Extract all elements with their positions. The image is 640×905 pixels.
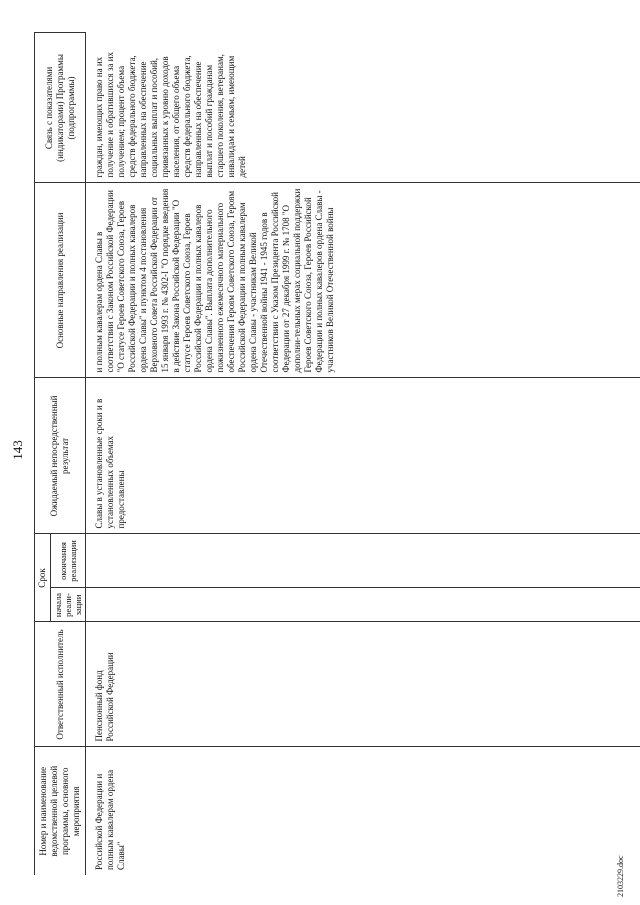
table-row — [86, 33, 640, 875]
header-term: Срок — [35, 534, 51, 622]
header-term-start: начала реали-зации — [51, 588, 86, 622]
cell-term-end — [86, 534, 640, 588]
cell-program-name: Российской Федерации и полным кавалерам ордена Славы" — [94, 769, 126, 870]
page-number: 143 — [10, 440, 25, 460]
cell-term-start — [86, 588, 640, 622]
header-program-name: Номер и наименование ведомственной целевой программы, основного мероприятия — [35, 747, 86, 875]
cell-executor: Пенсионный фонд Российской Федерации — [86, 622, 640, 747]
document-id: 2103229.doc — [616, 855, 625, 897]
header-indicators-link: Связь с показателями (индикаторами) Программы (подпрограммы) — [35, 33, 86, 183]
cell-expected-result: Славы в установленные сроки и в установленных объемах предоставлены — [86, 378, 640, 534]
table-header — [35, 33, 86, 875]
header-executor: Ответственный исполнитель — [35, 622, 86, 747]
header-term-end: окончания реализации — [51, 534, 86, 588]
program-table — [34, 32, 640, 875]
cell-main-directions: и полным кавалерам ордена Славы в соответствии с Законом Российской Федерации "О статусе Героев Советского Союза, Героев Российской Федерации и полных кавалеров ордена Славы" и пунктом 4 постановления Верховного Совета Российской Федерации от 15 января 1993 г. № 4302-I "О порядке введения в действие Закона Российской Федерации "О статусе Героев Советского Союза, Героев Российской Федерации и полных кавалеров ордена Славы". Выплата дополнительного пожизненного ежемесячного материального обеспечения Героям Советского Союза, Героям Российской Федерации и полным кавалерам ордена Славы - участникам Великой Отечественной войны 1941 - 1945 годов в соответствии с Указом Президента Российской Федерации от 27 декабря 1999 г. № 1708 "О дополни-тельных мерах социальной поддержки Героев Советского Союза, Героев Российской Федерации и полных кавалеров ордена Славы - участников Великой Отечественной войны — [86, 183, 640, 378]
header-expected-result: Ожидаемый непосредственный результат — [35, 378, 86, 534]
cell-indicators-link: граждан, имеющих право на их получение и обратившихся за их получением; процент объема средств федерального бюджета, направленных на обеспечение социальных выплат и пособий, привязанных к уровню доходов населения, от общего объема средств федерального бюджета, направленных на обеспечение выплат и пособий гражданам старшего поколения, ветеранам, инвалидам и семьям, имеющим детей — [86, 33, 640, 183]
header-main-directions: Основные направления реализации — [35, 183, 86, 378]
